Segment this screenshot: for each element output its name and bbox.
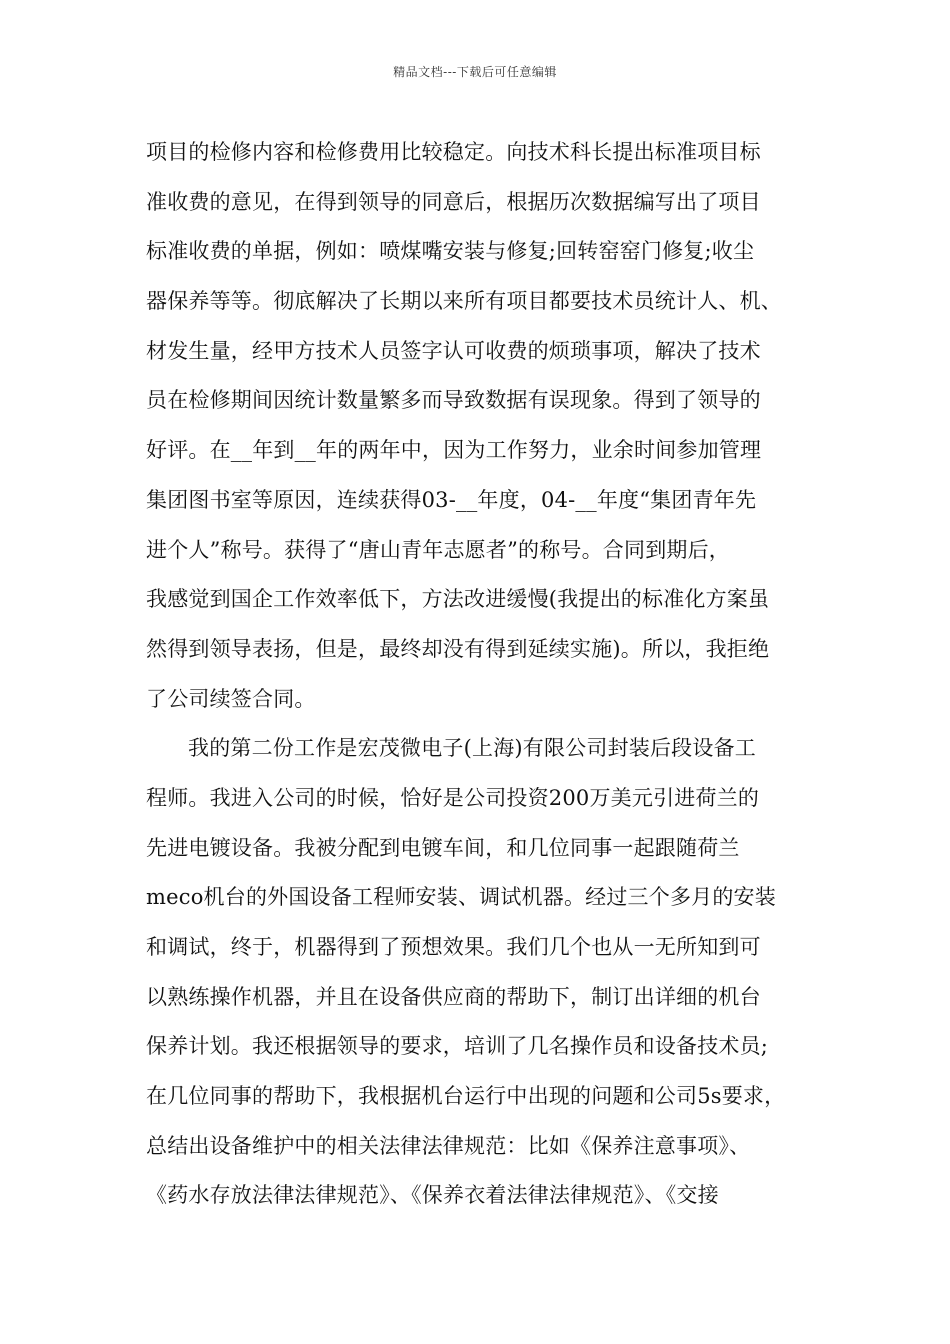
text-line: 程师。我进入公司的时候，恰好是公司投资200万美元引进荷兰的 (146, 785, 760, 810)
page-header: 精品文档---下载后可任意编辑 (393, 65, 557, 79)
text-line: 员在检修期间因统计数量繁多而导致数据有误现象。得到了领导的 (146, 388, 761, 413)
text-line: meco机台的外国设备工程师安装、调试机器。经过三个多月的安装 (146, 885, 776, 910)
text-line: 然得到领导表扬，但是，最终却没有得到延续实施)。所以，我拒绝 (146, 636, 770, 661)
text-line: 进个人”称号。获得了“唐山青年志愿者”的称号。合同到期后， (146, 537, 731, 562)
paragraph-2 (146, 724, 836, 1221)
paragraph-1 (146, 128, 836, 724)
document-body (146, 128, 836, 1221)
text-line: 在几位同事的帮助下，我根据机台运行中出现的问题和公司5s要求， (146, 1084, 786, 1109)
text-line: 我感觉到国企工作效率低下，方法改进缓慢(我提出的标准化方案虽 (146, 587, 770, 612)
text-line: 标准收费的单据，例如：喷煤嘴安装与修复;回转窑窑门修复;收尘 (146, 239, 755, 264)
text-line: 总结出设备维护中的相关法律法律规范：比如《保养注意事项》、 (146, 1133, 751, 1158)
text-line: 材发生量，经甲方技术人员签字认可收费的烦琐事项，解决了技术 (146, 338, 761, 363)
text-line: 集团图书室等原因，连续获得03-__年度，04-__年度“集团青年先 (146, 487, 757, 512)
text-line: 好评。在__年到__年的两年中，因为工作努力，业余时间参加管理 (146, 438, 762, 463)
text-line: 准收费的意见，在得到领导的同意后，根据历次数据编写出了项目 (146, 189, 761, 214)
text-line: 和调试，终于，机器得到了预想效果。我们几个也从一无所知到可 (146, 935, 761, 959)
text-line: 器保养等等。彻底解决了长期以来所有项目都要技术员统计人、机、 (146, 289, 782, 314)
text-line: 《药水存放法律法律规范》、《保养衣着法律法律规范》、《交接 (146, 1183, 719, 1208)
text-line: 了公司续签合同。 (146, 686, 316, 711)
text-line: 以熟练操作机器，并且在设备供应商的帮助下，制订出详细的机台 (146, 984, 761, 1009)
text-line: 我的第二份工作是宏茂微电子(上海)有限公司封装后段设备工 (188, 736, 756, 761)
text-line: 项目的检修内容和检修费用比较稳定。向技术科长提出标准项目标 (146, 140, 761, 164)
text-line: 保养计划。我还根据领导的要求，培训了几名操作员和设备技术员; (146, 1034, 769, 1059)
text-line: 先进电镀设备。我被分配到电镀车间，和几位同事一起跟随荷兰 (146, 835, 740, 860)
